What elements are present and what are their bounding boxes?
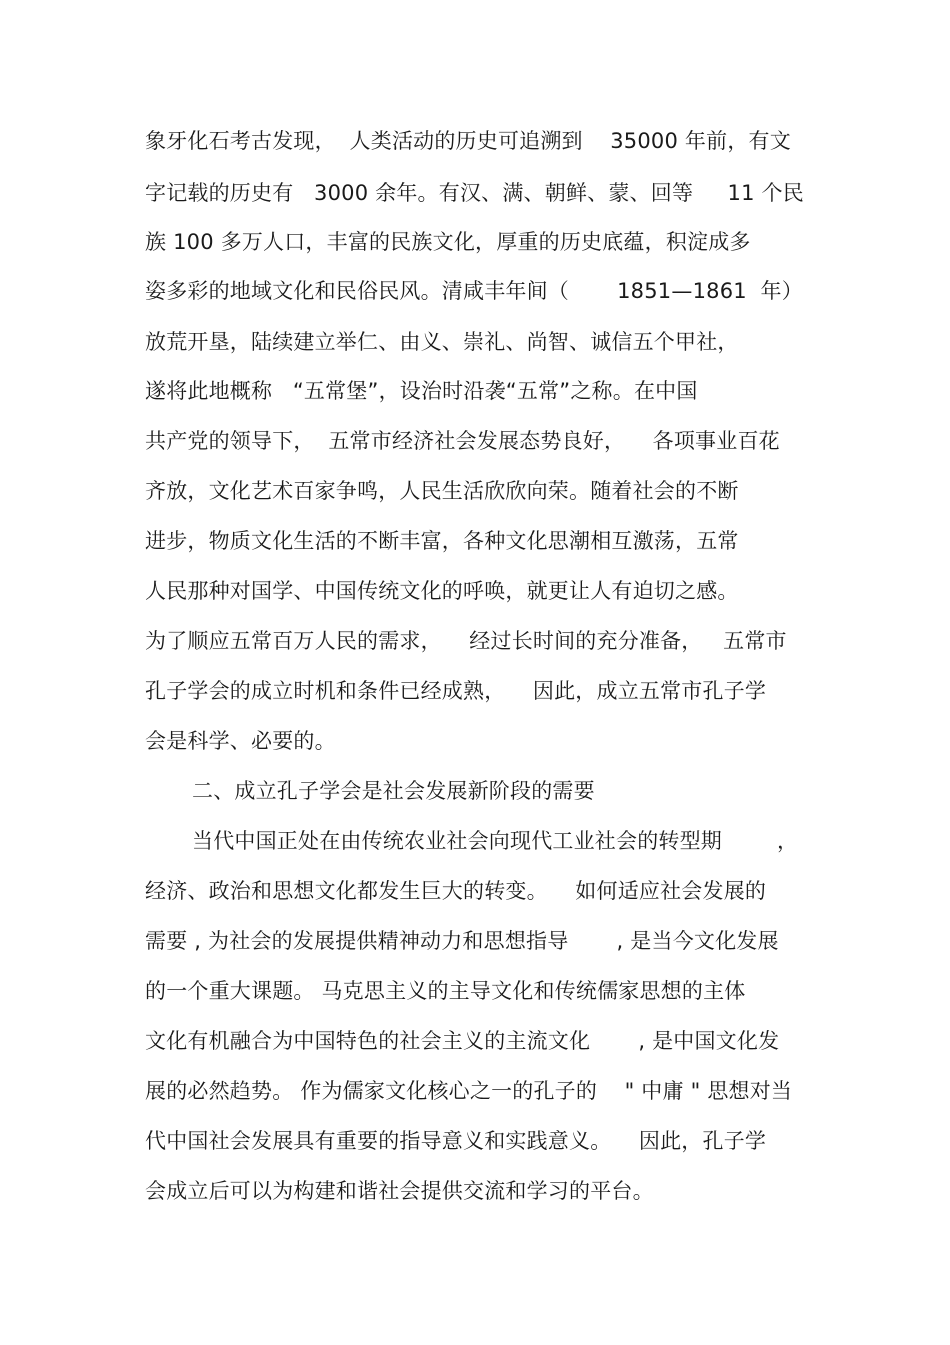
text-line: 经济、政治和思想文化都发生巨大的转变。 如何适应社会发展的 bbox=[145, 879, 767, 903]
text-line: 孔子学会的成立时机和条件已经成熟， 因此，成立五常市孔子学 bbox=[145, 679, 767, 703]
text-line: 姿多彩的地域文化和民俗民风。清咸丰年间（ 1851—1861 年） bbox=[145, 279, 803, 303]
section-heading: 二、成立孔子学会是社会发展新阶段的需要 bbox=[192, 779, 595, 803]
text-line: 展的必然趋势。 作为儒家文化核心之一的孔子的 " 中庸 " 思想对当 bbox=[145, 1079, 793, 1103]
text-line: 进步，物质文化生活的不断丰富，各种文化思潮相互激荡，五常 bbox=[145, 529, 739, 553]
text-line: 齐放，文化艺术百家争鸣，人民生活欣欣向荣。随着社会的不断 bbox=[145, 479, 739, 503]
text-line: 族 100 多万人口，丰富的民族文化，厚重的历史底蕴，积淀成多 bbox=[145, 230, 751, 254]
text-line: 代中国社会发展具有重要的指导意义和实践意义。 因此，孔子学 bbox=[145, 1129, 767, 1153]
text-line: 需要 , 为社会的发展提供精神动力和思想指导 , 是当今文化发展 bbox=[145, 929, 779, 953]
text-line: 人民那种对国学、中国传统文化的呼唤，就更让人有迫切之感。 bbox=[145, 579, 739, 603]
text-line: 为了顺应五常百万人民的需求， 经过长时间的充分准备， 五常市 bbox=[145, 629, 787, 653]
text-line: 会成立后可以为构建和谐社会提供交流和学习的平台。 bbox=[145, 1179, 654, 1203]
text-line: 遂将此地概称 “五常堡”，设治时沿袭“五常”之称。在中国 bbox=[145, 379, 698, 403]
text-line: 放荒开垦，陆续建立举仁、由义、崇礼、尚智、诚信五个甲社， bbox=[145, 330, 739, 354]
text-line: 当代中国正处在由传统农业社会向现代工业社会的转型期 ， bbox=[192, 829, 799, 853]
text-line: 字记载的历史有 3000 余年。有汉、满、朝鲜、蒙、回等 11 个民 bbox=[145, 181, 804, 205]
text-line: 会是科学、必要的。 bbox=[145, 729, 336, 753]
text-line: 文化有机融合为中国特色的社会主义的主流文化 , 是中国文化发 bbox=[145, 1029, 780, 1053]
text-line: 象牙化石考古发现， 人类活动的历史可追溯到 35000 年前，有文 bbox=[145, 129, 791, 153]
text-line: 的一个重大课题。 马克思主义的主导文化和传统儒家思想的主体 bbox=[145, 979, 746, 1003]
text-line: 共产党的领导下， 五常市经济社会发展态势良好， 各项事业百花 bbox=[145, 429, 780, 453]
